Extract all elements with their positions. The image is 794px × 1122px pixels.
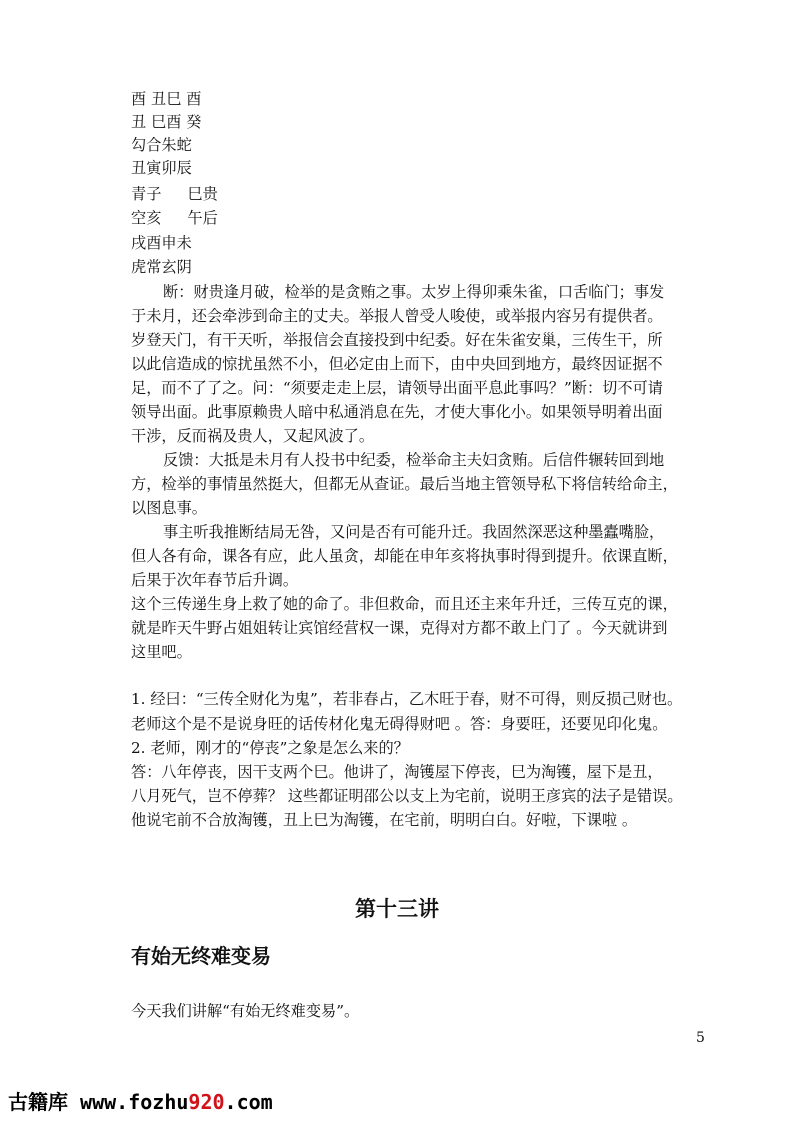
qa-line: 2. 老师，刚才的“停丧”之象是怎么来的？ <box>131 739 409 757</box>
watermark-accent: 920 <box>188 1090 225 1114</box>
qa-line: 他说宅前不合放淘镬，丑上巳为淘镬，在宅前，明明白白。好啦，下课啦 。 <box>131 811 638 829</box>
chart-pair-left: 空亥 <box>131 209 162 227</box>
intro-line: 今天我们讲解“有始无终难变易”。 <box>131 1002 360 1020</box>
chart-pair-row <box>131 183 218 206</box>
watermark-prefix: 古籍库 www.fozhu <box>8 1090 189 1114</box>
paragraph-line: 于未月，还会牵涉到命主的丈夫。举报人曾受人唆使，或举报内容另有提供者。 <box>131 307 663 325</box>
paragraph-line: 足，而不了了之。问：“须要走走上层，请领导出面平息此事吗？”断：切不可请 <box>131 379 663 397</box>
paragraph-line: 这里吧。 <box>131 643 192 661</box>
paragraph-line: 断：财贵逢月破，检举的是贪贿之事。太岁上得卯乘朱雀，口舌临门；事发 <box>163 283 665 301</box>
chart-pair-right: 午后 <box>187 209 218 227</box>
paragraph-line: 干涉，反而祸及贵人，又起风波了。 <box>131 427 374 445</box>
site-watermark <box>8 1086 273 1115</box>
qa-line: 1. 经曰：“三传全财化为鬼”，若非春占，乙木旺于春，财不可得，则反损己财也。 <box>131 690 683 708</box>
paragraph-line: 以图息事。 <box>131 499 207 517</box>
chart-line: 丑寅卯辰 <box>131 159 192 177</box>
chart-line: 勾合朱蛇 <box>131 136 192 154</box>
lecture-title: 第十三讲 <box>355 897 439 921</box>
paragraph-line: 事主听我推断结局无咎，又问是否有可能升迁。我固然深恶这种墨蠹嘴脸， <box>163 523 665 541</box>
chart-line: 虎常玄阴 <box>131 258 192 276</box>
paragraph-line: 就是昨天牛野占姐姐转让宾馆经营权一课，克得对方都不敢上门了 。今天就讲到 <box>131 619 668 637</box>
watermark-suffix: .com <box>224 1090 273 1114</box>
chart-pair-row <box>131 207 218 230</box>
paragraph-line: 这个三传递生身上救了她的命了。非但救命，而且还主来年升迁，三传互克的课， <box>131 595 678 613</box>
qa-line: 老师这个是不是说身旺的话传材化鬼无碍得财吧 。答：身要旺，还要见印化鬼。 <box>131 715 668 733</box>
page-number: 5 <box>696 1030 705 1046</box>
chart-pair-left: 青子 <box>131 185 162 203</box>
paragraph-line: 但人各有命，课各有应，此人虽贪，却能在申年亥将执事时得到提升。依课直断， <box>131 547 678 565</box>
paragraph-line: 岁登天门，有干天听，举报信会直接投到中纪委。好在朱雀安巢，三传生干，所 <box>131 331 663 349</box>
paragraph-line: 反馈：大抵是未月有人投书中纪委，检举命主夫妇贪贿。后信件辗转回到地 <box>163 451 665 469</box>
paragraph-line: 领导出面。此事原赖贵人暗中私通消息在先，才使大事化小。如果领导明着出面 <box>131 403 663 421</box>
section-title: 有始无终难变易 <box>131 944 271 968</box>
chart-line: 酉 丑巳 酉 <box>131 90 202 108</box>
chart-line: 丑 巳酉 癸 <box>131 113 202 131</box>
paragraph-line: 后果于次年春节后升调。 <box>131 571 299 589</box>
chart-line: 戌酉申未 <box>131 234 192 252</box>
paragraph-line: 方，检举的事情虽然挺大，但都无从查证。最后当地主管领导私下将信转给命主， <box>131 475 678 493</box>
qa-line: 答：八年停丧，因干支两个巳。他讲了，淘镬屋下停丧，巳为淘镬，屋下是丑， <box>131 763 663 781</box>
chart-pair-right: 巳贵 <box>187 185 218 203</box>
paragraph-line: 以此信造成的惊扰虽然不小，但必定由上而下，由中央回到地方，最终因证据不 <box>131 355 663 373</box>
qa-line: 八月死气，岂不停葬？ 这些都证明邵公以支上为宅前，说明王彦宾的法子是错误。 <box>131 787 683 805</box>
